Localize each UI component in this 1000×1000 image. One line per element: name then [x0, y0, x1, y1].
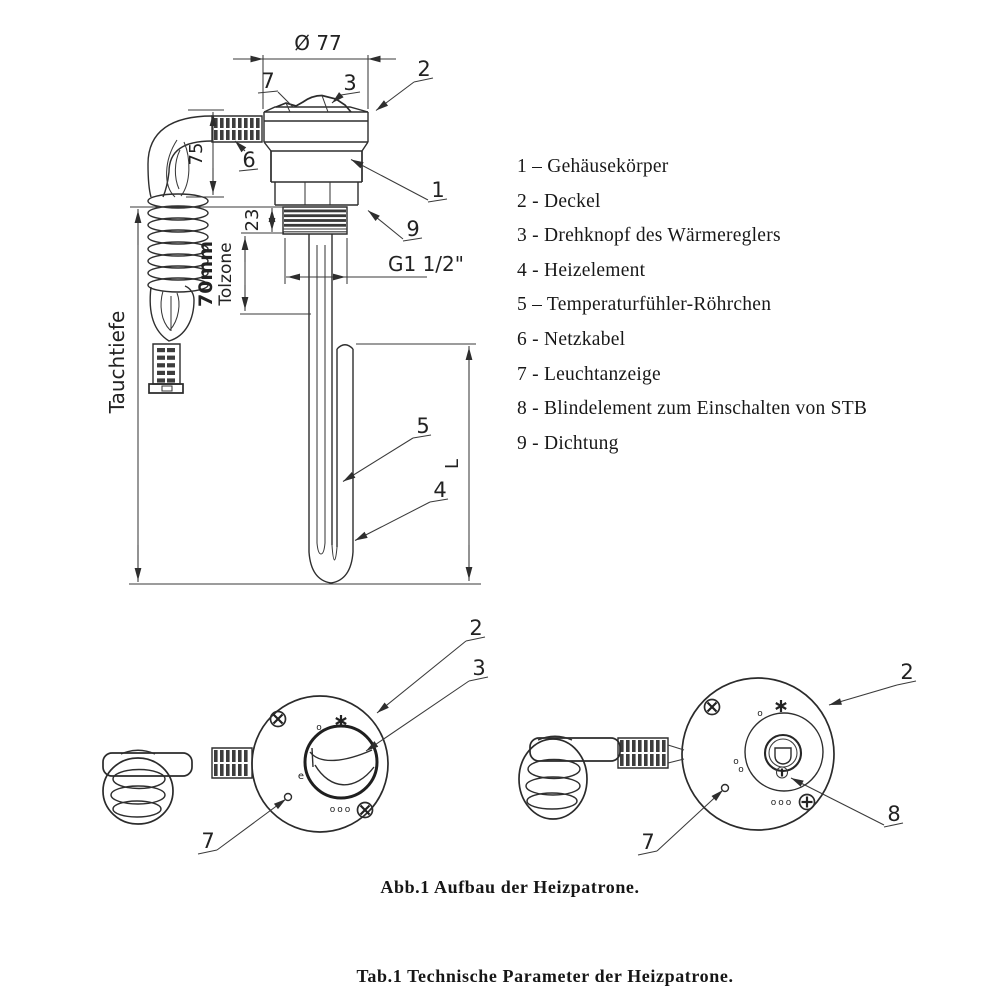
- blind-element: [775, 748, 791, 764]
- legend-item-3: 3 - Drehknopf des Wärmereglers: [517, 225, 781, 247]
- bottom-view-with-knob: [103, 616, 488, 854]
- cable-gland: [212, 116, 262, 142]
- legend-item-2: 2 - Deckel: [517, 190, 601, 212]
- callout-3: 3: [472, 656, 486, 680]
- screw-icon: [800, 795, 815, 810]
- dim-23: [241, 208, 284, 233]
- dim-diameter-label: Ø 77: [294, 31, 342, 55]
- cord-and-plug-left: [103, 748, 252, 824]
- main-callouts: [235, 57, 448, 541]
- table-caption: Tab.1 Technische Parameter der Heizpatrone.: [356, 966, 734, 986]
- callout-1: 1: [431, 178, 445, 202]
- dim-75-label: 75: [186, 142, 207, 166]
- dim-deadzone-label: Tolzone: [216, 242, 236, 306]
- dim-thread-size-label: G1 1/2": [388, 252, 464, 276]
- dim-immersion-label: Tauchtiefe: [105, 310, 129, 414]
- cord-and-plug-right: [519, 736, 684, 819]
- figure-caption: Abb.1 Aufbau der Heizpatrone.: [380, 877, 640, 897]
- legend-item-5: 5 – Temperaturfühler-Röhrchen: [517, 294, 772, 316]
- housing-body: [264, 96, 368, 206]
- dial-mark-dots: ooo: [770, 798, 794, 808]
- callout-4: 4: [433, 478, 447, 502]
- callout-7: 7: [641, 830, 655, 854]
- dial-mark-min: o: [316, 723, 322, 733]
- callout-7: 7: [201, 829, 215, 853]
- callout-2: 2: [417, 57, 431, 81]
- callout-9: 9: [406, 217, 420, 241]
- dial-mark-a: o: [733, 757, 739, 767]
- heating-element-tubes: [309, 234, 353, 583]
- bottom-view-with-blind-element: [519, 660, 916, 855]
- callout-5: 5: [416, 414, 430, 438]
- callout-8: 8: [887, 802, 901, 826]
- dial-mark-min: o: [757, 709, 763, 719]
- main-side-view: [105, 31, 481, 584]
- dim-75: [186, 110, 224, 197]
- dim-deadzone-value: 70mm: [195, 240, 217, 308]
- screw-icon: [777, 767, 788, 778]
- callout-6: 6: [242, 148, 256, 172]
- legend-item-8: 8 - Blindelement zum Einschalten von STB: [517, 398, 868, 420]
- callout-7: 7: [261, 69, 275, 93]
- callout-3: 3: [343, 71, 357, 95]
- legend-item-6: 6 - Netzkabel: [517, 328, 626, 350]
- dial-mark-e: e: [297, 771, 305, 782]
- dim-thread-size: [285, 238, 464, 284]
- legend-item-9: 9 - Dichtung: [517, 432, 619, 454]
- callout-2: 2: [900, 660, 914, 684]
- dial-mark-dots: ooo: [329, 805, 353, 815]
- dim-23-label: 23: [242, 208, 263, 232]
- dim-deadzone: [195, 236, 311, 314]
- legend-item-7: 7 - Leuchtanzeige: [517, 363, 661, 385]
- callout-2: 2: [469, 616, 483, 640]
- dim-length-label: L: [442, 458, 463, 470]
- legend-item-4: 4 - Heizelement: [517, 259, 646, 281]
- thread-section: [283, 207, 347, 234]
- dial-mark-b: o: [738, 765, 744, 775]
- screw-icon: [271, 712, 286, 727]
- screw-icon: [705, 700, 720, 715]
- parts-legend: [517, 150, 867, 461]
- snowflake-icon: [776, 700, 786, 712]
- legend-item-1: 1 – Gehäusekörper: [517, 156, 669, 177]
